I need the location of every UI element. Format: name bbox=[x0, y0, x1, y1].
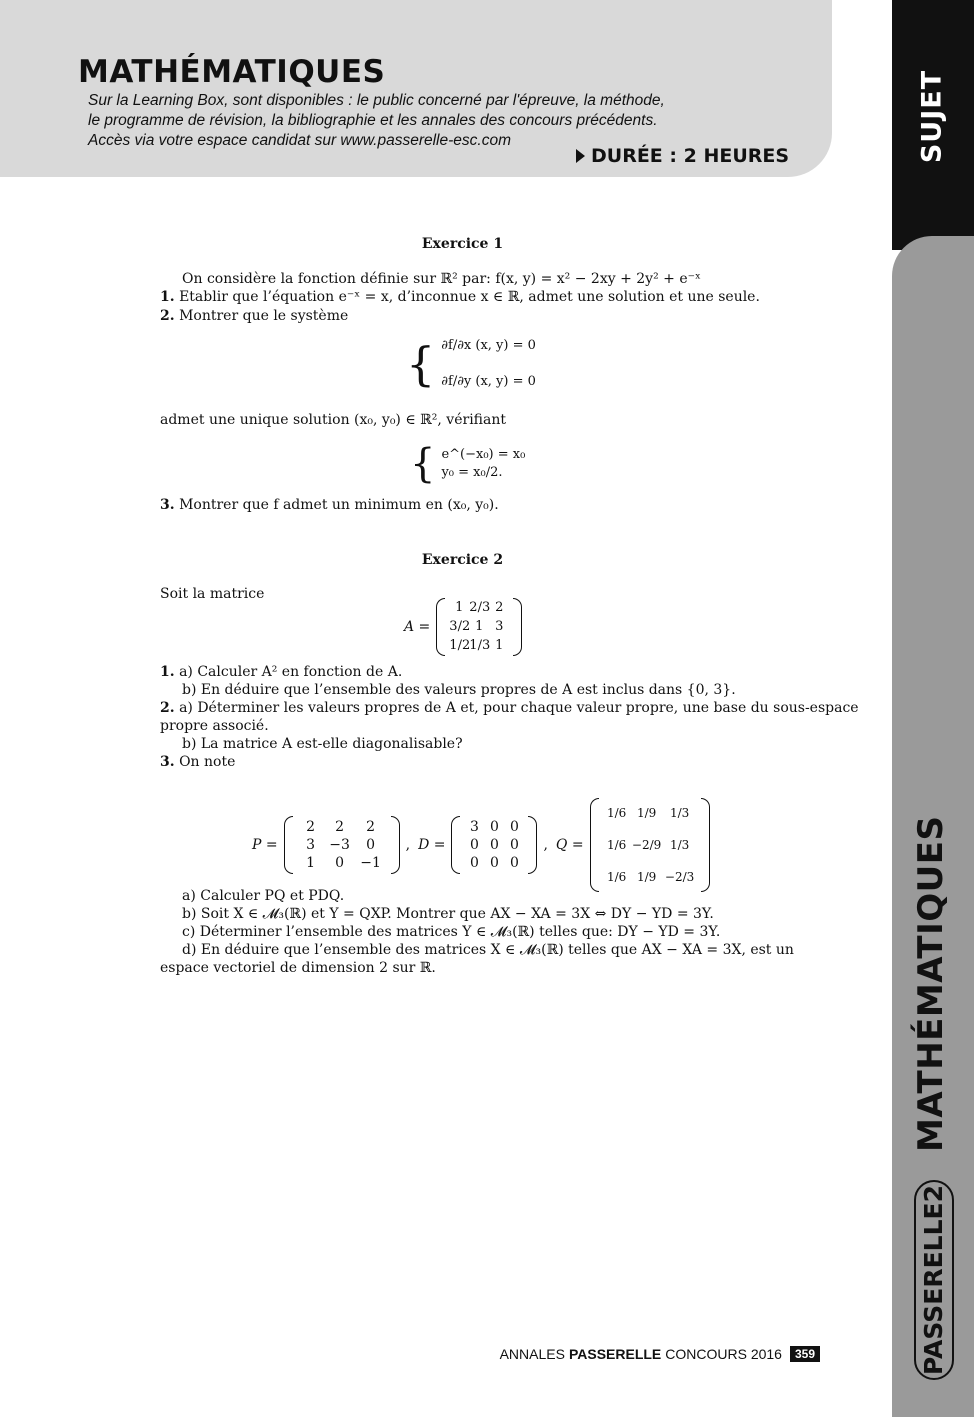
duration-label: DURÉE : 2 HEURES bbox=[591, 145, 790, 167]
matrix-cell: −1 bbox=[360, 855, 381, 871]
matrix-cell: 0 bbox=[366, 837, 376, 853]
matrix-cell: 1/3 bbox=[469, 638, 491, 653]
exercise2-q3d: d) En déduire que l’ensemble des matrices X ∈ 𝓜₃(ℝ) telles que AX − XA = 3X, est un bbox=[182, 942, 794, 958]
system-equations-2 bbox=[410, 441, 525, 487]
exercise2-q3c: c) Déterminer l’ensemble des matrices Y ∈ 𝓜₃(ℝ) telles que: DY − YD = 3Y. bbox=[182, 924, 721, 940]
matrix-cell: 3 bbox=[470, 819, 479, 835]
exercise1-title: Exercice 1 bbox=[421, 236, 504, 252]
left-paren bbox=[284, 816, 293, 874]
exercise1-q3 bbox=[160, 496, 499, 514]
right-paren bbox=[701, 798, 710, 892]
matrix-cell: −3 bbox=[329, 837, 350, 853]
system-row: ∂f/∂y (x, y) = 0 bbox=[441, 374, 536, 389]
question-number: 2. bbox=[160, 700, 175, 716]
matrix-cell: 1/3 bbox=[669, 806, 690, 820]
separator-comma: , bbox=[405, 837, 411, 853]
matrix-cell: 1/3 bbox=[669, 838, 690, 852]
right-paren bbox=[513, 598, 522, 656]
matrix-cell: 2 bbox=[335, 819, 345, 835]
matrix-cell: 1 bbox=[495, 638, 504, 653]
sidebar-sujet-label: SUJET bbox=[916, 69, 948, 164]
left-paren bbox=[451, 816, 460, 874]
matrix-cell: 0 bbox=[490, 837, 499, 853]
system-row: ∂f/∂x (x, y) = 0 bbox=[441, 338, 536, 353]
matrix-cell: 1/2 bbox=[449, 638, 471, 653]
matrix-cell: −2/3 bbox=[664, 870, 695, 884]
exercise2-q2a-cont: propre associé. bbox=[160, 718, 269, 734]
matrix-cell: 1/6 bbox=[606, 806, 627, 820]
intro-text bbox=[88, 91, 728, 151]
exercise1-q2 bbox=[160, 307, 348, 325]
matrix-cell: 3/2 bbox=[449, 619, 471, 634]
matrix-cell: 0 bbox=[510, 855, 519, 871]
system-row: e^(−x₀) = x₀ bbox=[441, 447, 526, 462]
question-number: 1. bbox=[160, 664, 175, 680]
question-number: 2. bbox=[160, 308, 175, 324]
sidebar-subject-label: MATHÉMATIQUES bbox=[911, 815, 951, 1152]
right-paren bbox=[528, 816, 537, 874]
matrix-cell: 3 bbox=[306, 837, 316, 853]
matrix-cell: 0 bbox=[490, 819, 499, 835]
matrix-cell: 1/6 bbox=[606, 870, 627, 884]
passerelle-logo: PASSERELLE2 bbox=[914, 1180, 954, 1380]
matrix-grid bbox=[464, 818, 524, 872]
question-text: a) Déterminer les valeurs propres de A et, pour chaque valeur propre, une base du sous-espace bbox=[179, 700, 859, 716]
intro-line: le programme de révision, la bibliographie et les annales des concours précédents. bbox=[88, 112, 658, 129]
matrix-cell: 0 bbox=[490, 855, 499, 871]
left-paren bbox=[590, 798, 599, 892]
matrix-cell: 0 bbox=[510, 837, 519, 853]
matrix-grid bbox=[449, 599, 509, 655]
system-equations-1 bbox=[406, 335, 536, 393]
exercise2-intro: Soit la matrice bbox=[160, 586, 265, 602]
exercise1-q1 bbox=[160, 288, 760, 306]
matrix-cell: 0 bbox=[335, 855, 345, 871]
right-paren bbox=[391, 816, 400, 874]
question-number: 3. bbox=[160, 497, 175, 513]
matrix-cell: 2 bbox=[366, 819, 376, 835]
matrix-a bbox=[404, 598, 522, 656]
matrix-p bbox=[252, 798, 710, 892]
matrix-grid bbox=[603, 804, 697, 886]
matrix-cell: 1 bbox=[455, 600, 464, 615]
question-text: Montrer que f admet un minimum en (x₀, y₀). bbox=[179, 497, 499, 513]
footer-brand: PASSERELLE bbox=[568, 1346, 662, 1362]
matrix-label: A = bbox=[404, 619, 431, 635]
exercise2-q1b: b) En déduire que l’ensemble des valeurs propres de A est inclus dans {0, 3}. bbox=[182, 682, 736, 698]
duration bbox=[576, 145, 789, 167]
exercise2-q3 bbox=[160, 753, 235, 771]
matrix-cell: −2/9 bbox=[631, 838, 662, 852]
question-text: Etablir que l’équation e⁻ˣ = x, d’inconnue x ∈ ℝ, admet une solution et une seule. bbox=[179, 289, 760, 305]
intro-line: Accès via votre espace candidat sur www.passerelle-esc.com bbox=[88, 132, 511, 149]
matrix-cell: 1 bbox=[475, 619, 484, 634]
exercise2-q3b: b) Soit X ∈ 𝓜₃(ℝ) et Y = QXP. Montrer que AX − XA = 3X ⇔ DY − YD = 3Y. bbox=[182, 906, 714, 922]
question-text: On note bbox=[179, 754, 236, 770]
matrix-cell: 1 bbox=[306, 855, 316, 871]
question-text: a) Calculer A² en fonction de A. bbox=[179, 664, 403, 680]
page-footer bbox=[500, 1346, 820, 1362]
matrix-cell: 0 bbox=[510, 819, 519, 835]
brace: { bbox=[406, 337, 436, 391]
matrix-cell: 2/3 bbox=[469, 600, 491, 615]
exercise1-q2b: admet une unique solution (x₀, y₀) ∈ ℝ², vérifiant bbox=[160, 412, 507, 428]
left-paren bbox=[436, 598, 445, 656]
separator-comma: , bbox=[543, 837, 548, 853]
intro-line: Sur la Learning Box, sont disponibles : le public concerné par l'épreuve, la méthode, bbox=[88, 92, 665, 109]
matrix-label: Q = bbox=[555, 837, 584, 853]
exercise2-q1a bbox=[160, 663, 402, 681]
matrix-cell: 1/6 bbox=[606, 838, 627, 852]
matrix-cell: 1/9 bbox=[636, 870, 657, 884]
matrix-cell: 2 bbox=[306, 819, 316, 835]
matrix-cell: 2 bbox=[495, 600, 504, 615]
matrix-cell: 0 bbox=[470, 837, 479, 853]
matrix-cell: 1/9 bbox=[636, 806, 657, 820]
footer-suffix: CONCOURS 2016 bbox=[665, 1346, 782, 1362]
exercise2-q2b: b) La matrice A est-elle diagonalisable? bbox=[182, 736, 463, 752]
play-triangle-icon bbox=[576, 149, 585, 163]
exercise1-intro: On considère la fonction définie sur ℝ² par: f(x, y) = x² − 2xy + 2y² + e⁻ˣ bbox=[182, 271, 701, 287]
exercise2-q3d-cont: espace vectoriel de dimension 2 sur ℝ. bbox=[160, 960, 436, 976]
brace: { bbox=[410, 441, 436, 487]
page-number: 359 bbox=[790, 1346, 820, 1362]
question-text: Montrer que le système bbox=[179, 308, 349, 324]
matrix-label: P = bbox=[252, 837, 278, 853]
matrix-label: D = bbox=[418, 837, 446, 853]
question-number: 3. bbox=[160, 754, 175, 770]
exercise2-q2a bbox=[160, 699, 859, 717]
exercise2-q3a: a) Calculer PQ et PDQ. bbox=[182, 888, 345, 904]
matrix-grid bbox=[297, 818, 387, 872]
exercise2-title: Exercice 2 bbox=[421, 552, 504, 568]
matrix-cell: 0 bbox=[470, 855, 479, 871]
page-title: MATHÉMATIQUES bbox=[78, 54, 386, 90]
matrix-cell: 3 bbox=[495, 619, 504, 634]
footer-prefix: ANNALES bbox=[499, 1346, 565, 1362]
system-row: y₀ = x₀/2. bbox=[441, 465, 503, 480]
question-number: 1. bbox=[160, 289, 175, 305]
